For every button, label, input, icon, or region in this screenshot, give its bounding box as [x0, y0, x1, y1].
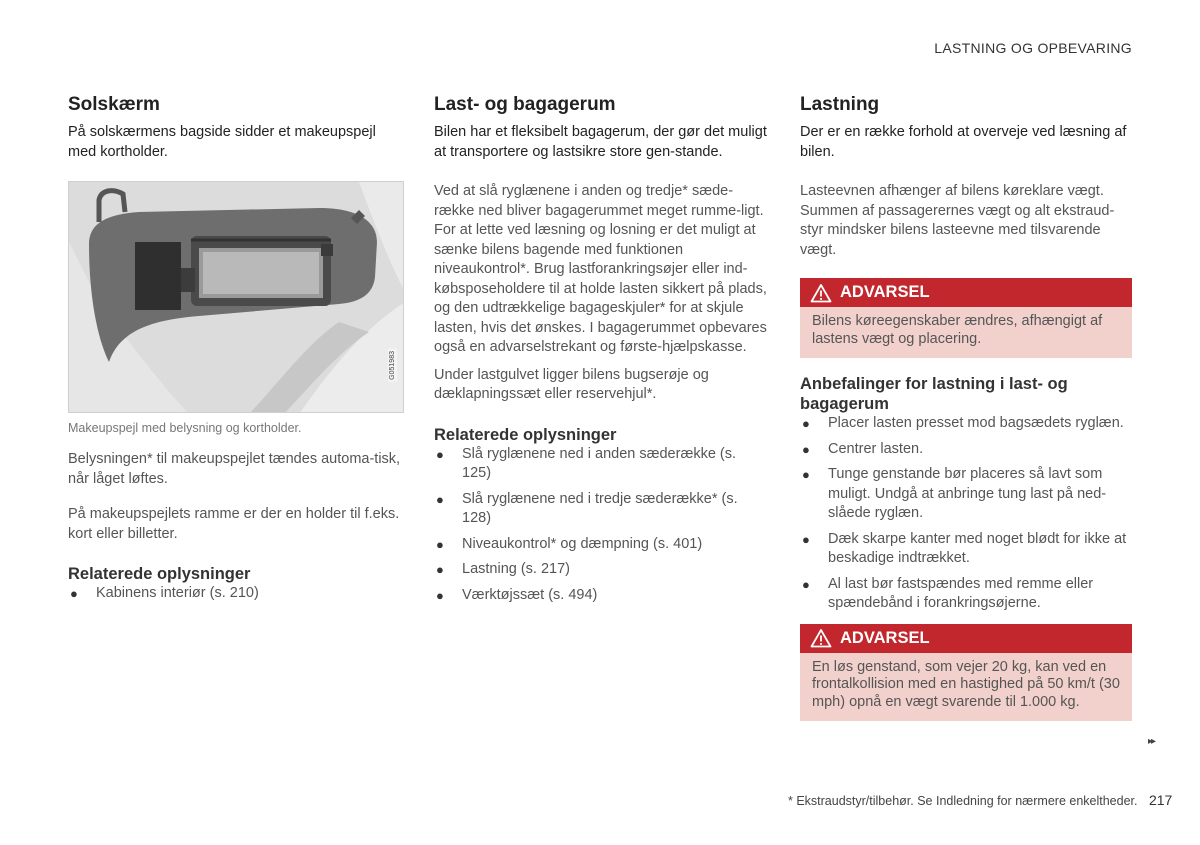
image-caption: Makeupspejl med belysning og kortholder. — [68, 421, 302, 435]
bullet-icon: ● — [436, 562, 444, 577]
related-list — [68, 584, 404, 604]
warning-header — [800, 624, 1132, 653]
warning-text: Bilens køreegenskaber ændres, afhængigt af lastens vægt og placering. — [800, 307, 1132, 358]
bullet-icon: ● — [436, 446, 444, 462]
bullet-icon: ● — [436, 587, 444, 603]
list-item: ● Centrer lasten. — [800, 440, 1132, 460]
bullet-icon: ● — [802, 416, 810, 431]
paragraph-capacity: Lasteevnen afhænger af bilens køreklare vægt. Summen af passagerernes vægt og alt ekstraud-styr mindsker bilens lasteevne med tilsvarende vægt. — [800, 183, 1115, 258]
paragraph-floor: Under lastgulvet ligger bilens bugserøje og dæklapningssæt eller reservehjul*. — [434, 366, 709, 402]
list-item: ● Placer lasten presset mod bagsædets ryglæn. — [800, 414, 1132, 434]
warning-box — [800, 278, 1132, 358]
paragraph-seats: Ved at slå ryglænene i anden og tredje* sæde-række ned bliver bagagerummet meget rumme-ligt. For at lette ved læsning og losning er det muligt at sænke bilens bagende med funktionen niveaukontrol*. Brug lastforankringsøjer eller ind-købsposeholdere til at holde lasten sikkert på plads, og den udtrækkelige bagageskjuler* for at skjule lasten, hvis det ønskes. I bagagerummet opbevares også en advarselstrekant og første-hjælpskasse. — [434, 183, 767, 355]
bullet-icon: ● — [802, 467, 810, 482]
warning-header — [800, 278, 1132, 307]
column-bagagerum — [434, 94, 768, 611]
continued-arrows-icon: ▸▸ — [1148, 736, 1155, 747]
bullet-icon: ● — [70, 586, 78, 601]
related-link[interactable]: ● Lastning (s. 217) — [434, 560, 768, 580]
related-link[interactable]: ● Værktøjssæt (s. 494) — [434, 586, 768, 606]
page-footer — [788, 792, 1172, 808]
list-item: ● Al last bør fastspændes med remme eller spændebånd i forankringsøjerne. — [802, 575, 1094, 611]
bullet-icon: ● — [436, 536, 444, 552]
related-link[interactable]: ● Kabinens interiør (s. 210) — [68, 584, 404, 604]
sun-visor-illustration — [69, 182, 404, 413]
heading-lastning: Lastning — [800, 94, 880, 115]
warning-text: En løs genstand, som vejer 20 kg, kan ved en frontalkollision med en hastighed på 50 km/t (30 mph) opnå en vægt svarende til 1.000 kg. — [800, 653, 1132, 722]
warning-label: ADVARSEL — [840, 628, 930, 647]
list-item: ● Dæk skarpe kanter med noget blødt for ikke at beskadige indtrækket. — [802, 530, 1127, 566]
list-item: ● Tunge genstande bør placeres så lavt som muligt. Undgå at anbringe tung last på ned-slåede ryglæn. — [802, 466, 1107, 521]
sun-visor-image — [68, 181, 404, 413]
warning-label: ADVARSEL — [840, 283, 930, 301]
related-list — [434, 445, 768, 606]
intro-text: På solskærmens bagside sidder et makeupspejl med kortholder. — [68, 124, 376, 160]
related-link[interactable]: ● Slå ryglænene ned i anden sæderække (s. 125) — [436, 445, 737, 481]
heading-related-info: Relaterede oplysninger — [68, 565, 251, 583]
bullet-icon: ● — [802, 441, 810, 457]
heading-bagagerum: Last- og bagagerum — [434, 94, 616, 115]
related-link[interactable]: ● Niveaukontrol* og dæmpning (s. 401) — [434, 535, 768, 555]
bullet-icon: ● — [436, 491, 444, 507]
related-link[interactable]: ● Slå ryglænene ned i tredje sæderække* (s. 128) — [436, 490, 738, 526]
intro-text: Der er en række forhold at overveje ved læsning af bilen. — [800, 124, 1127, 160]
column-lastning — [800, 94, 1132, 721]
heading-recommendations: Anbefalinger for lastning i last- og bagagerum — [800, 375, 1068, 413]
footnote: * Ekstraudstyr/tilbehør. Se Indledning for nærmere enkeltheder. — [788, 794, 1138, 808]
warning-triangle-icon — [810, 283, 832, 303]
bullet-icon: ● — [802, 576, 810, 592]
paragraph-lighting: Belysningen* til makeupspejlet tændes automa-tisk, når låget løftes. — [68, 451, 401, 487]
warning-box — [800, 624, 1132, 722]
warning-triangle-icon — [810, 628, 832, 648]
image-code: G051983 — [389, 351, 396, 380]
column-solskaerm — [68, 94, 404, 610]
section-header: LASTNING OG OPBEVARING — [934, 40, 1132, 56]
paragraph-holder: På makeupspejlets ramme er der en holder til f.eks. kort eller billetter. — [68, 506, 400, 542]
recommend-list — [800, 414, 1132, 614]
bullet-icon: ● — [802, 531, 810, 547]
intro-text: Bilen har et fleksibelt bagagerum, der gør det muligt at transportere og lastsikre store gen-stande. — [434, 124, 767, 160]
heading-solskaerm: Solskærm — [68, 94, 160, 115]
page-number: 217 — [1148, 792, 1173, 808]
heading-related-info: Relaterede oplysninger — [434, 425, 617, 444]
